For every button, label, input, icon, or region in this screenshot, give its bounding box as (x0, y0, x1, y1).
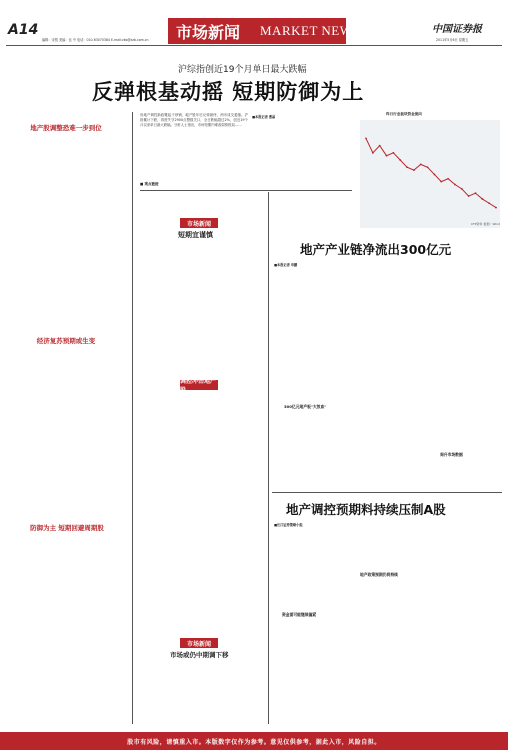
left-subhead-2: 经济复苏预期或生变 (36, 337, 96, 345)
left-body-3 (10, 535, 128, 723)
right-byline-1: ■本报记者 申鹏 (274, 263, 298, 267)
data-point (372, 152, 374, 154)
headline: 反弹根基动摇 短期防御为上 (92, 80, 365, 104)
data-point (475, 192, 477, 194)
inner-title-1: 短期宜谨慎 (178, 231, 213, 239)
inner-body-2 (140, 396, 265, 636)
data-point (392, 152, 394, 154)
inner-box-label-3: 市场新闻 (180, 638, 218, 648)
data-point (481, 198, 483, 200)
footer-bar (0, 732, 508, 750)
editor-line: 编辑：宋银 美编：伍 中 电话：010-63070384 E-mail:zbs@zzb.com.cn (42, 38, 149, 42)
inner-title-2-label: 调控冲击地产股 (180, 378, 217, 394)
left-col-rule (132, 112, 133, 724)
related-box-label: ■ 观点链接 (140, 182, 159, 186)
lead-paragraph (140, 113, 248, 177)
data-point (406, 166, 408, 168)
data-point (434, 174, 436, 176)
data-point (399, 159, 401, 161)
right-body-2a (274, 528, 346, 724)
right-body-1b (350, 262, 422, 488)
right-body-2c (426, 522, 500, 724)
data-point (468, 195, 470, 197)
section-title-en: MARKET NEWS (260, 23, 361, 38)
data-point (461, 188, 463, 190)
lead-right-text (252, 121, 352, 177)
chart-background (360, 120, 500, 228)
data-point (365, 138, 367, 140)
inner-box-label-2 (180, 378, 218, 394)
chart-svg (360, 120, 500, 228)
fund-flow-chart (360, 112, 500, 230)
header-rule (6, 45, 502, 46)
data-point (488, 202, 490, 204)
masthead (0, 0, 508, 52)
inner-box-label-1: 市场新闻 (180, 218, 218, 228)
right-byline-2: ■长江证券策略小组 (274, 523, 303, 527)
data-point (447, 178, 449, 180)
right-body-1c (426, 262, 500, 488)
right-body-2b (350, 522, 422, 724)
data-point (413, 169, 415, 171)
inner-title-3: 市场或仍中期调下移 (170, 651, 229, 659)
related-rule (140, 190, 352, 191)
lead-byline: ■本报记者 曹晶 (252, 115, 276, 119)
right-divider (272, 492, 502, 493)
right-headline-1: 地产产业链净流出300亿元 (300, 242, 452, 257)
data-point (495, 207, 497, 209)
left-subhead-3: 防御为主 短期回避周期股 (30, 524, 104, 532)
right-sub-1: 300亿元地产板"大放血" (284, 404, 327, 409)
left-body-1 (10, 135, 128, 330)
paper-name: 中国证券报 (432, 24, 482, 35)
inner-body-1 (140, 244, 265, 376)
data-point (386, 155, 388, 157)
mid-col-rule (268, 192, 269, 724)
page-number: A14 (8, 22, 39, 38)
left-body-2 (10, 348, 128, 518)
section-banner (168, 18, 361, 44)
data-point (379, 145, 381, 147)
right-body-1a (274, 268, 346, 488)
inner-body-3 (140, 662, 265, 724)
data-point (440, 181, 442, 183)
data-point (454, 184, 456, 186)
lead-text: 房地产调控新政靴起于砂锅，地产股年后反弹最终，两市成交萎缩。沪指累计下跌，再度失守2900点整数关口，全日跌幅超过2%，创近19个月以来单日最大跌幅。分析人士指出，市场短期内难改弱势格局…… (140, 113, 248, 128)
footer-disclaimer: 股市有风险，请慎重入市。本版数字仅作为参考。意见仅供参考，据此入市，风险自担。 (127, 738, 381, 746)
right-sub-3: 地产政策预期仍将持续 (360, 572, 398, 577)
date-line: 2011年5月6日 星期五 (436, 38, 469, 42)
chart-source: CFP资料 数据：Wind (470, 222, 500, 226)
right-headline-2: 地产调控预期料持续压制A股 (286, 502, 446, 517)
data-point (427, 166, 429, 168)
chart-title: 昨日行业板块资金流向 (386, 112, 422, 116)
data-point (420, 163, 422, 165)
right-sub-1b: 周升市场数据 (440, 452, 463, 457)
kicker: 沪综指创近19个月单日最大跌幅 (178, 65, 307, 75)
section-title-cn: 市场新闻 (176, 23, 241, 42)
right-sub-2: 资金面可能继续偏紧 (282, 612, 317, 617)
left-subhead-1: 地产股调整恐难一步到位 (30, 124, 102, 132)
